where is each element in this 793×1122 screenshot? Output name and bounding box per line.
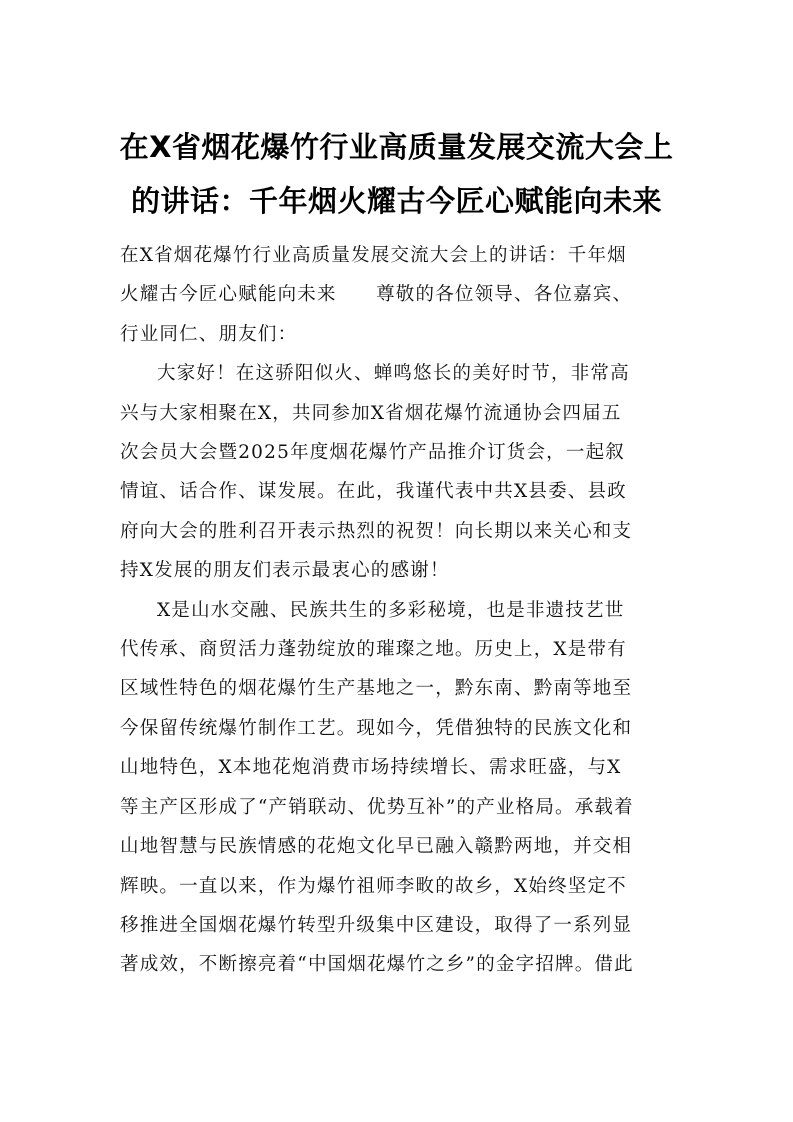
text-line: 兴与大家相聚在X，共同参加X省烟花爆竹流通协会四届五: [120, 402, 622, 424]
text-line: 府向大会的胜利召开表示热烈的祝贺！向长期以来关心和支: [120, 520, 633, 542]
text-line: 火耀古今匠心赋能向未来 尊敬的各位领导、各位嘉宾、: [120, 284, 633, 306]
paragraph-introduction: [120, 591, 680, 985]
text-line: 在X省烟花爆竹行业高质量发展交流大会上的讲话：千年烟: [120, 245, 627, 266]
text-line: 区域性特色的烟花爆竹生产基地之一，黔东南、黔南等地至: [120, 678, 633, 700]
title-line-2: 的讲话：千年烟火耀古今匠心赋能向未来: [130, 184, 662, 218]
text-line: 持X发展的朋友们表示最衷心的感谢！: [120, 560, 450, 582]
text-line: 大家好！在这骄阳似火、蝉鸣悠长的美好时节，非常高: [157, 363, 630, 385]
text-line: 今保留传统爆竹制作工艺。现如今，凭借独特的民族文化和: [120, 717, 633, 739]
text-line: 山地特色，X本地花炮消费市场持续增长、需求旺盛，与X: [120, 757, 622, 779]
text-line: 著成效，不断擦亮着“中国烟花爆竹之乡”的金字招牌。借此: [120, 954, 634, 976]
text-line: 次会员大会暨2025年度烟花爆竹产品推介订货会，一起叙: [120, 442, 625, 464]
text-line: 辉映。一直以来，作为爆竹祖师李畋的故乡，X始终坚定不: [120, 875, 627, 897]
document-title: [95, 120, 698, 228]
text-line: 等主产区形成了“产销联动、优势互补”的产业格局。承载着: [120, 796, 634, 818]
text-line: 行业同仁、朋友们：: [120, 323, 298, 345]
text-line: 代传承、商贸活力蓬勃绽放的璀璨之地。历史上，X是带有: [120, 639, 627, 661]
text-line: 移推进全国烟花爆竹转型升级集中区建设，取得了一系列显: [120, 914, 633, 936]
text-line: X是山水交融、民族共生的多彩秘境，也是非遗技艺世: [157, 599, 625, 621]
title-line-1: 在X省烟花爆竹行业高质量发展交流大会上: [119, 130, 674, 164]
text-line: 情谊、话合作、谋发展。在此，我谨代表中共X县委、县政: [120, 481, 627, 503]
paragraph-greeting: [120, 354, 680, 590]
document-body: [120, 236, 680, 985]
heading-paragraph: [120, 236, 680, 354]
text-line: 山地智慧与民族情感的花炮文化早已融入赣黔两地，并交相: [120, 836, 633, 858]
